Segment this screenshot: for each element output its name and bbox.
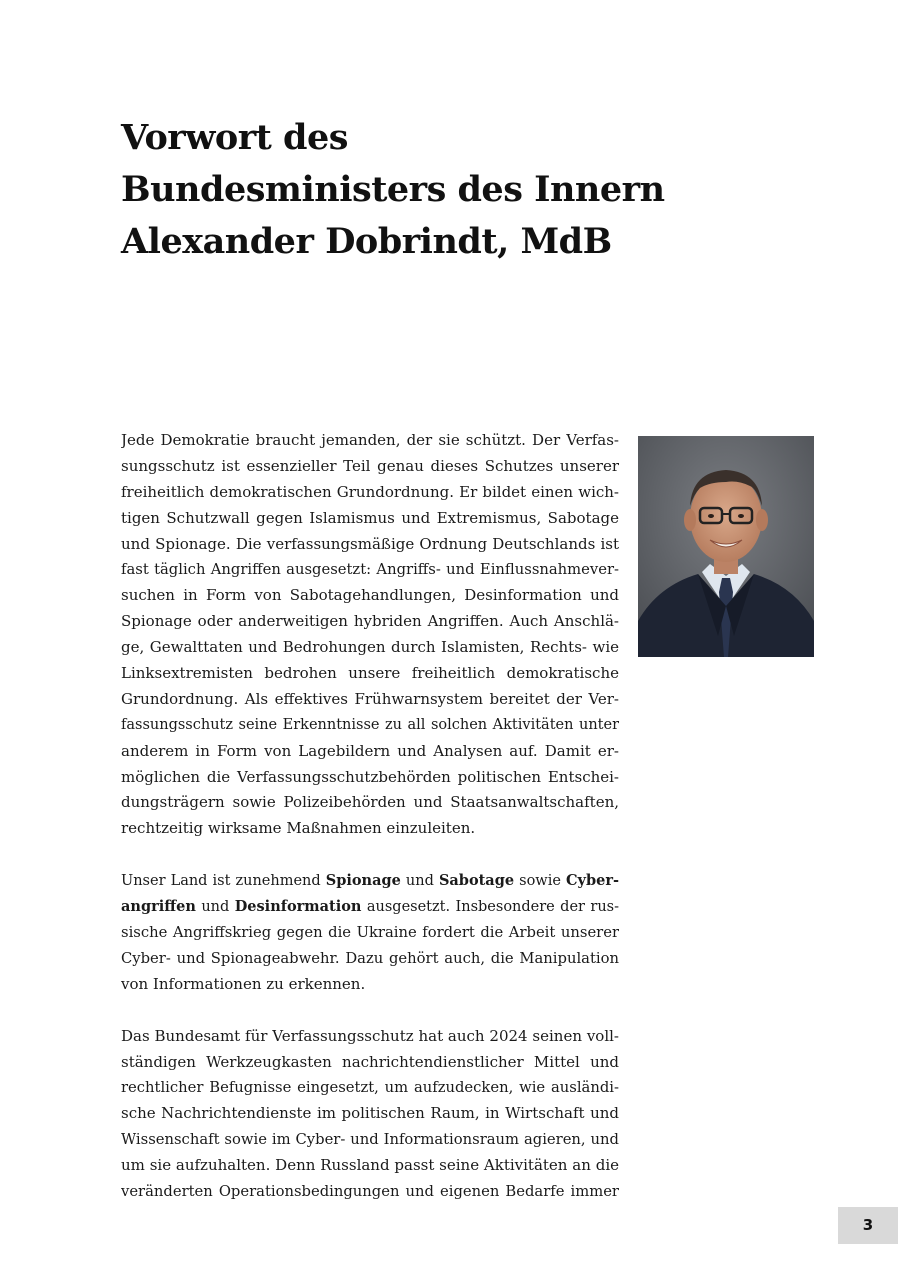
bold-term-sabotage: Sabotage: [438, 872, 515, 890]
text-line: Linksextremisten bedrohen unsere freiheitlich demokratische: [121, 664, 619, 683]
text-line: Wissenschaft sowie im Cyber- und Informationsraum agieren, und: [121, 1131, 619, 1149]
text-line: ge, Gewalttaten und Bedrohungen durch Islamisten, Rechts- wie: [121, 638, 619, 657]
text-line: rechtlicher Befugnisse eingesetzt, um aufzudecken, wie ausländi-: [121, 1079, 619, 1097]
text-line: Grundordnung. Als effektives Frühwarnsystem bereitet der Ver-: [121, 689, 619, 708]
text-line: freiheitlich demokratischen Grundordnung. Er bildet einen wich-: [121, 482, 619, 501]
text-line: Cyber- und Spionageabwehr. Dazu gehört auch, die Manipulation: [121, 949, 619, 967]
text-run: und: [195, 899, 235, 916]
text-line: ständigen Werkzeugkasten nachrichtendienstlicher Mittel und: [121, 1052, 619, 1071]
body-text: [121, 428, 619, 1231]
title-line-2: Bundesministers des Innern: [121, 169, 665, 210]
text-run: und: [400, 873, 439, 890]
text-line: [121, 894, 619, 920]
paragraph-bfv: [121, 1024, 619, 1205]
text-line: sische Angriffskrieg gegen die Ukraine fordert die Arbeit unserer: [121, 924, 619, 942]
text-line: fast täglich Angriffen ausgesetzt: Angriffs- und Einflussnahmever-: [121, 561, 619, 579]
text-line: dungsträgern sowie Polizeibehörden und Staatsanwaltschaften,: [121, 793, 619, 812]
text-line: Jede Demokratie braucht jemanden, der sie schützt. Der Verfas-: [121, 431, 619, 449]
text-line: möglichen die Verfassungsschutzbehörden politischen Entschei-: [121, 767, 619, 786]
text-line: anderem in Form von Lagebildern und Analysen auf. Damit er-: [121, 741, 619, 760]
bold-term-spionage: Spionage: [325, 872, 401, 890]
text-line: fassungsschutz seine Erkenntnisse zu all solchen Aktivitäten unter: [121, 716, 619, 733]
bold-term-cyber: Cyber-: [566, 872, 619, 890]
text-line: veränderten Operationsbedingungen und eigenen Bedarfe immer: [121, 1183, 619, 1201]
text-line: rechtzeitig wirksame Maßnahmen einzuleiten.: [121, 819, 476, 838]
text-line: Spionage oder anderweitigen hybriden Angriffen. Auch Anschlä-: [121, 612, 619, 631]
page-number: 3: [838, 1207, 898, 1244]
portrait-photo: [638, 436, 814, 657]
bold-term-desinformation: Desinformation: [234, 898, 362, 916]
paragraph-intro: [121, 428, 619, 842]
text-run: Unser Land ist zunehmend: [121, 873, 326, 890]
text-line: [121, 868, 619, 894]
bold-term-angriffen: angriffen: [121, 898, 196, 916]
text-line: sche Nachrichtendienste im politischen Raum, in Wirtschaft und: [121, 1104, 619, 1123]
title-line-3: Alexander Dobrindt, MdB: [121, 221, 612, 262]
text-line: um sie aufzuhalten. Denn Russland passt seine Aktivitäten an die: [121, 1156, 619, 1175]
title-line-1: Vorwort des: [121, 117, 348, 158]
text-line: sungsschutz ist essenzieller Teil genau dieses Schutzes unserer: [121, 456, 619, 475]
text-line: Das Bundesamt für Verfassungsschutz hat auch 2024 seinen voll-: [121, 1026, 619, 1045]
paragraph-threats: [121, 868, 619, 997]
text-run: sowie: [514, 873, 566, 890]
text-line: und Spionage. Die verfassungsmäßige Ordnung Deutschlands ist: [121, 534, 619, 553]
text-run: ausgesetzt. Insbesondere der rus-: [361, 899, 619, 916]
text-line: von Informationen zu erkennen.: [121, 974, 366, 993]
text-line: suchen in Form von Sabotagehandlungen, Desinformation und: [121, 586, 619, 605]
page-title: [121, 112, 681, 268]
text-line: tigen Schutzwall gegen Islamismus und Extremismus, Sabotage: [121, 508, 619, 527]
